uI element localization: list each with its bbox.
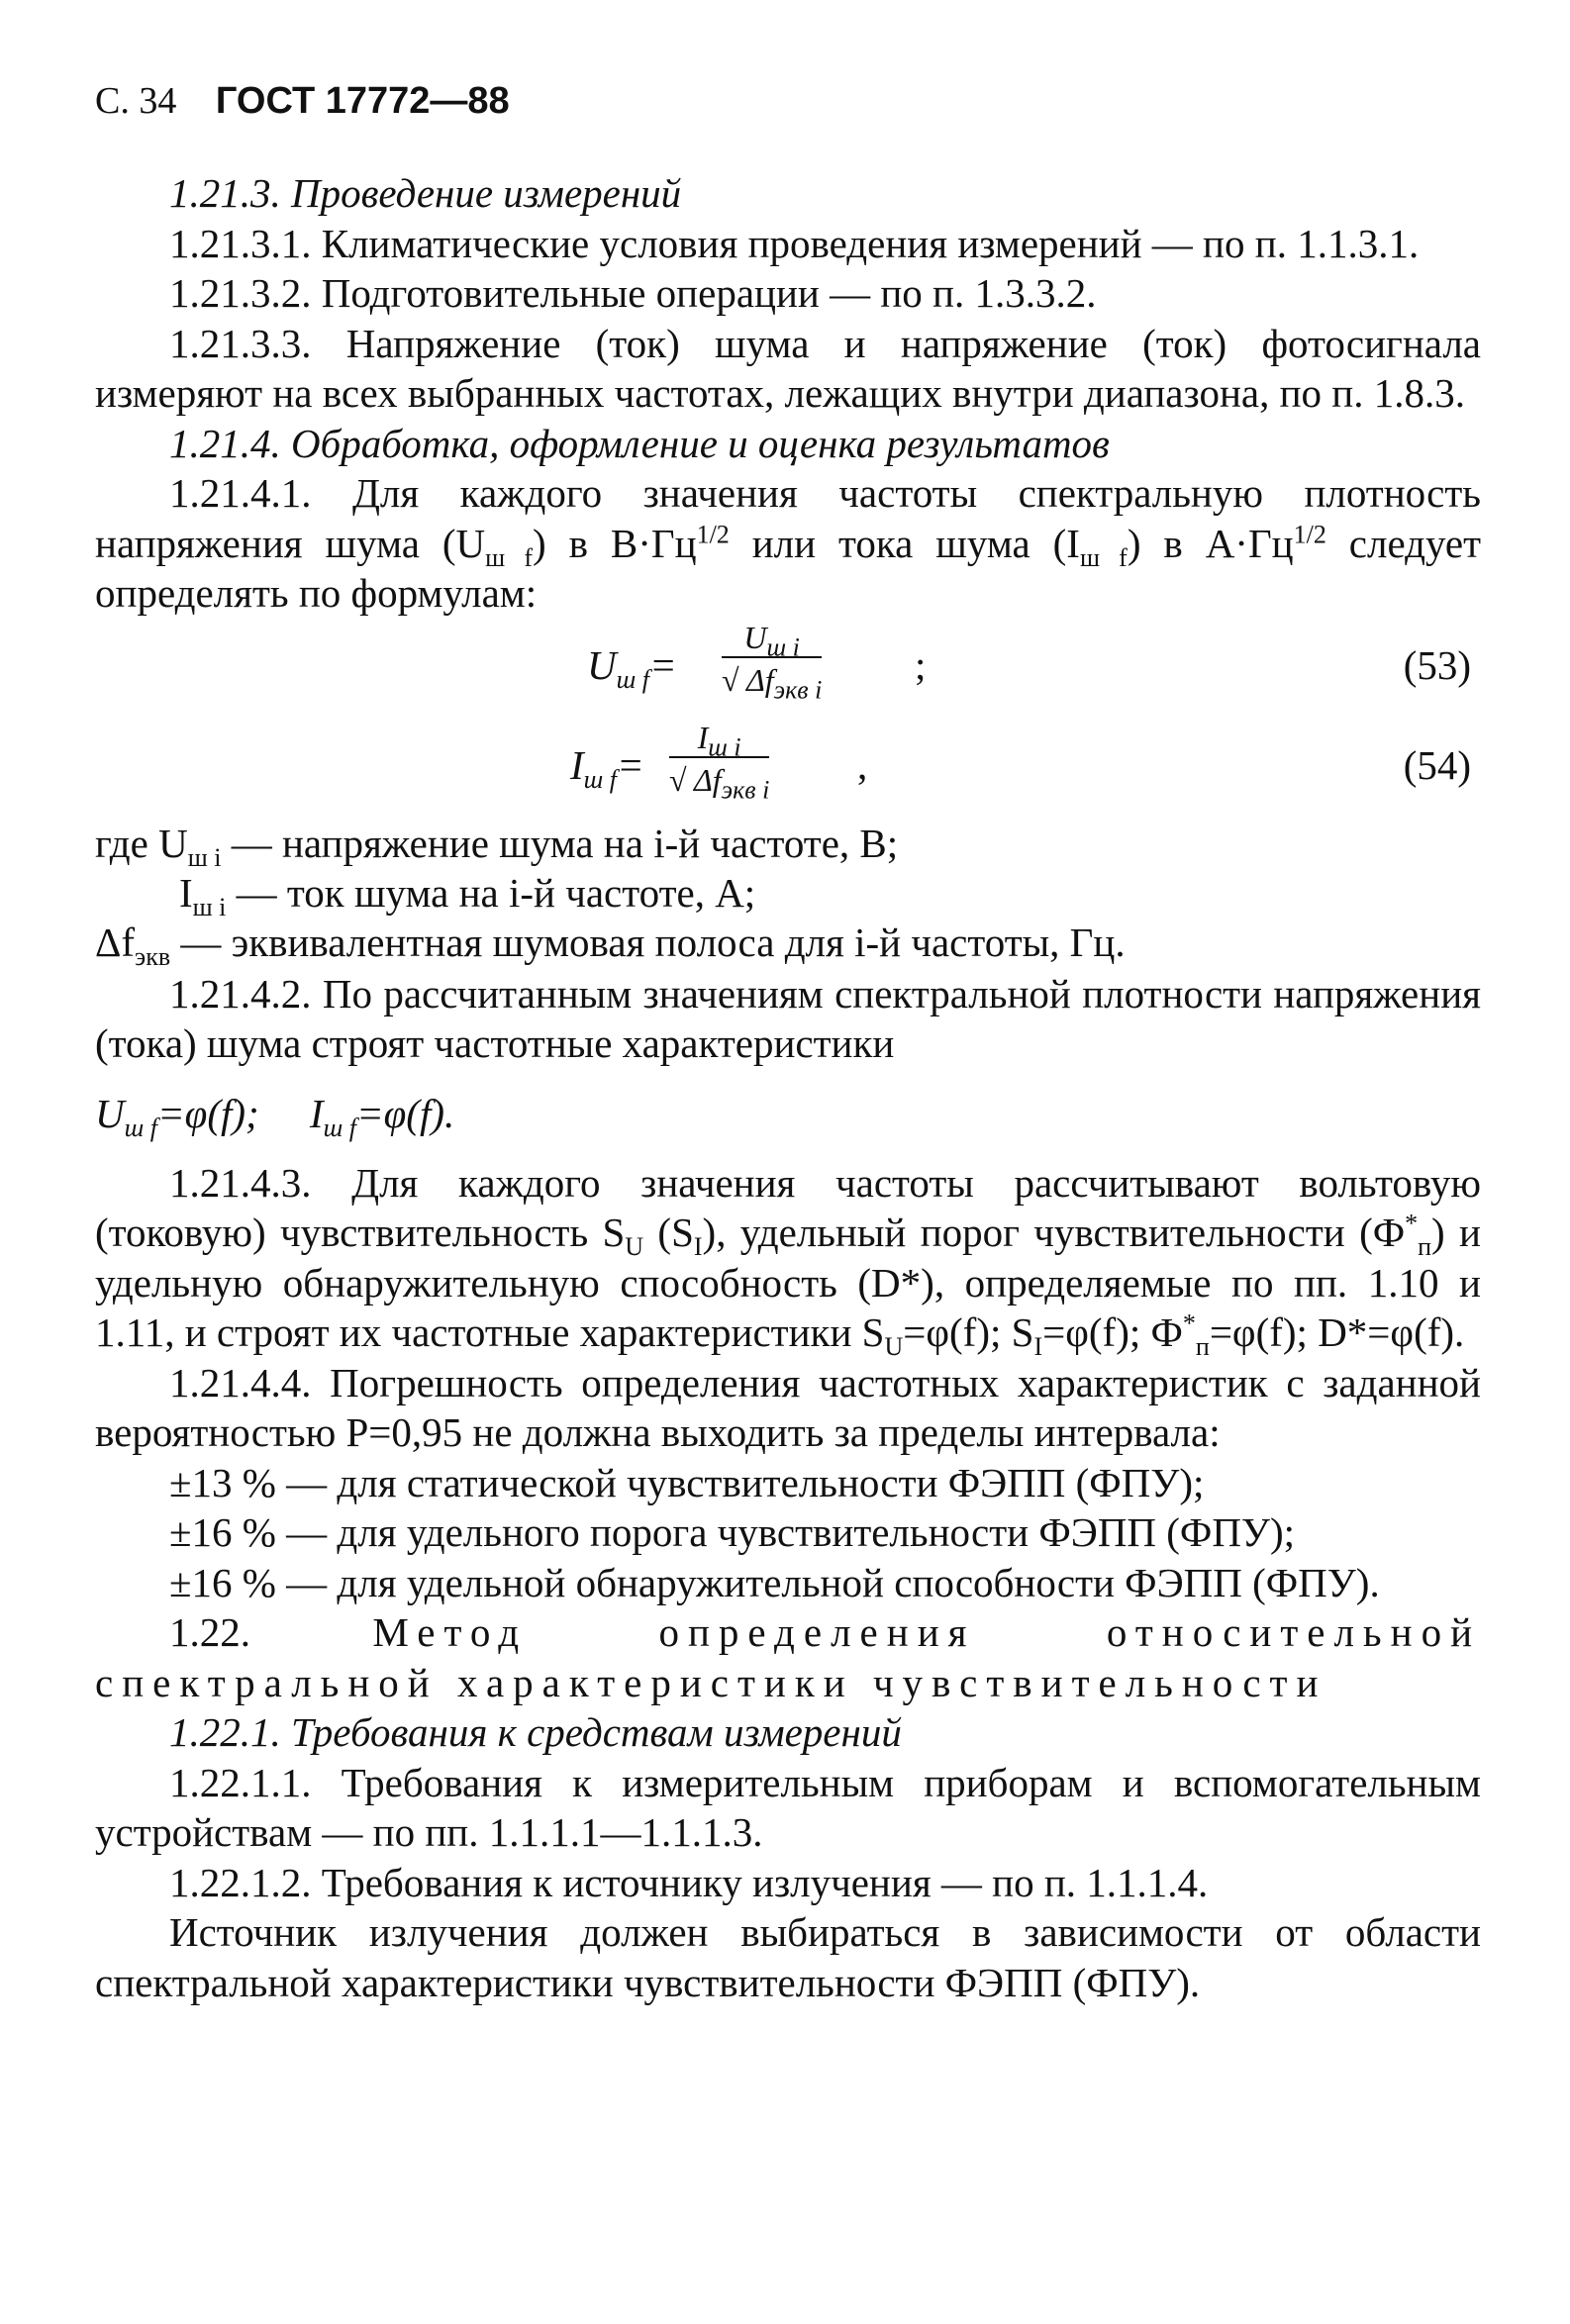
formula-53: $U_{ш f}=$ $U_{ш i}$ √ $\Delta f_{экв i}$ ; (53) (587, 619, 1471, 704)
equation-number: (54) (1403, 741, 1471, 788)
paragraph: 1.21.4.4. Погрешность определения частотных характеристик с заданной вероятностью P=0,95 не должна выходить за пределы интервала: (95, 1359, 1481, 1455)
formula-frequency-characteristics: $U_{ш f}=\varphi(f)$; $I_{ш f}=\varphi(f)$. (95, 1090, 455, 1142)
paragraph: 1.21.4.2. По рассчитанным значениям спектральной плотности напряжения (тока) шума строят частотные характеристики (95, 970, 1481, 1066)
equation-number: (53) (1403, 641, 1471, 688)
variable-definitions: где $U_{ш i}$ — напряжение шума на i-й частоте, В; $I_{ш i}$ — ток шума на i-й частоте, А; $\Delta f_{экв}$ — эквивалентная шумовая полоса для i-й частоты, Гц. (95, 820, 1126, 971)
standard-code: ГОСТ 17772—88 (215, 80, 510, 122)
paragraph: 1.21.3.2. Подготовительные операции — по п. 1.3.3.2. (169, 270, 1097, 316)
paragraph: Источник излучения должен выбираться в зависимости от области спектральной характеристики чувствительности ФЭПП (ФПУ). (95, 1909, 1481, 2005)
list-item: ±16 % — для удельной обнаружительной способности ФЭПП (ФПУ). (169, 1559, 1380, 1605)
section-heading: 1.22. Метод определения относительной спектральной характеристики чувствительности (95, 1609, 1482, 1705)
formula-54: $I_{ш f}=$ $I_{ш i}$ √ $\Delta f_{экв i}$ , (54) (570, 719, 1471, 804)
paragraph: 1.22.1.2. Требования к источнику излучения — по п. 1.1.1.4. (169, 1859, 1209, 1905)
section-heading: 1.21.4. Обработка, оформление и оценка результатов (169, 420, 1110, 466)
paragraph: 1.21.3.1. Климатические условия проведения измерений — по п. 1.1.3.1. (169, 220, 1420, 266)
section-heading: 1.21.3. Проведение измерений (169, 170, 682, 216)
paragraph: 1.21.4.3. Для каждого значения частоты рассчитывают вольтовую (токовую) чувствительность $S_U$ $(S_I)$, удельный порог чувствительности $(Ф^*_п)$ и удельную обнаружительную способность (D*), определяемые по пп. 1.10 и 1.11, и строят их частотные характеристики $S_U=\varphi(f)$; $S_I=\varphi(f)$; $Ф^*_п=\varphi(f)$; D*=φ(f). (95, 1159, 1481, 1362)
page-header (95, 79, 510, 123)
paragraph: 1.22.1.1. Требования к измерительным приборам и вспомогательным устройствам — по пп. 1.1.1.1—1.1.1.3. (95, 1759, 1481, 1855)
paragraph: 1.21.3.3. Напряжение (ток) шума и напряжение (ток) фотосигнала измеряют на всех выбранных частотах, лежащих внутри диапазона, по п. 1.8.3. (95, 320, 1481, 416)
list-item: ±13 % — для статической чувствительности ФЭПП (ФПУ); (169, 1459, 1205, 1505)
page-number: С. 34 (95, 80, 177, 122)
section-heading: 1.22.1. Требования к средствам измерений (169, 1709, 902, 1755)
paragraph: 1.21.4.1. Для каждого значения частоты спектральную плотность напряжения шума $(U_{ш f})$ в $В\cdot Гц^{1/2}$ или тока шума $(I_{ш f})$ в $А\cdot Гц^{1/2}$ следует определять по формулам: (95, 470, 1482, 616)
document-body (95, 168, 1481, 2007)
list-item: ±16 % — для удельного порога чувствительности ФЭПП (ФПУ); (169, 1509, 1296, 1555)
